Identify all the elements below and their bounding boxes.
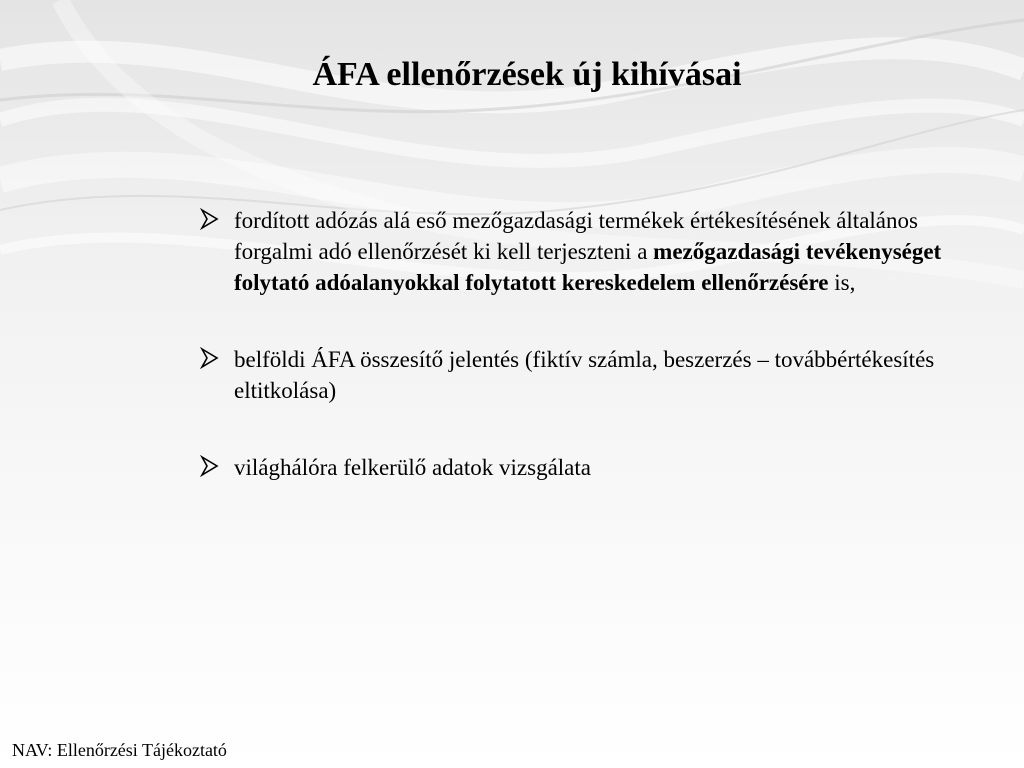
bullet-item [200,452,960,483]
footer-text: NAV: Ellenőrzési Tájékoztató [12,740,227,760]
bullet-text-segment: is, [828,270,856,295]
bullet-text [234,205,960,298]
arrowhead-bullet-icon [200,208,220,230]
bullet-list [200,205,960,483]
bullet-text-segment: világhálóra felkerülő adatok vizsgálata [234,455,591,480]
bullet-text-segment: belföldi ÁFA összesítő jelentés (fiktív számla, beszerzés – továbbértékesítés eltitkolása) [234,347,935,403]
bullet-item [200,205,960,298]
arrowhead-bullet-icon [200,455,220,477]
bullet-item [200,344,960,406]
slide-title: ÁFA ellenőrzések új kihívásai [312,56,742,93]
bullet-text [234,452,960,483]
arrowhead-bullet-icon [200,347,220,369]
bullet-text-bold-segment: mezőgazdasági tevékenységet folytató adóalanyokkal folytatott kereskedelem ellenőrzésére [234,239,942,295]
bullet-text [234,344,960,406]
bullet-text-segment: fordított adózás alá eső mezőgazdasági termékek értékesítésének általános forgalmi adó ellenőrzését ki kell terjeszteni a [234,208,918,264]
